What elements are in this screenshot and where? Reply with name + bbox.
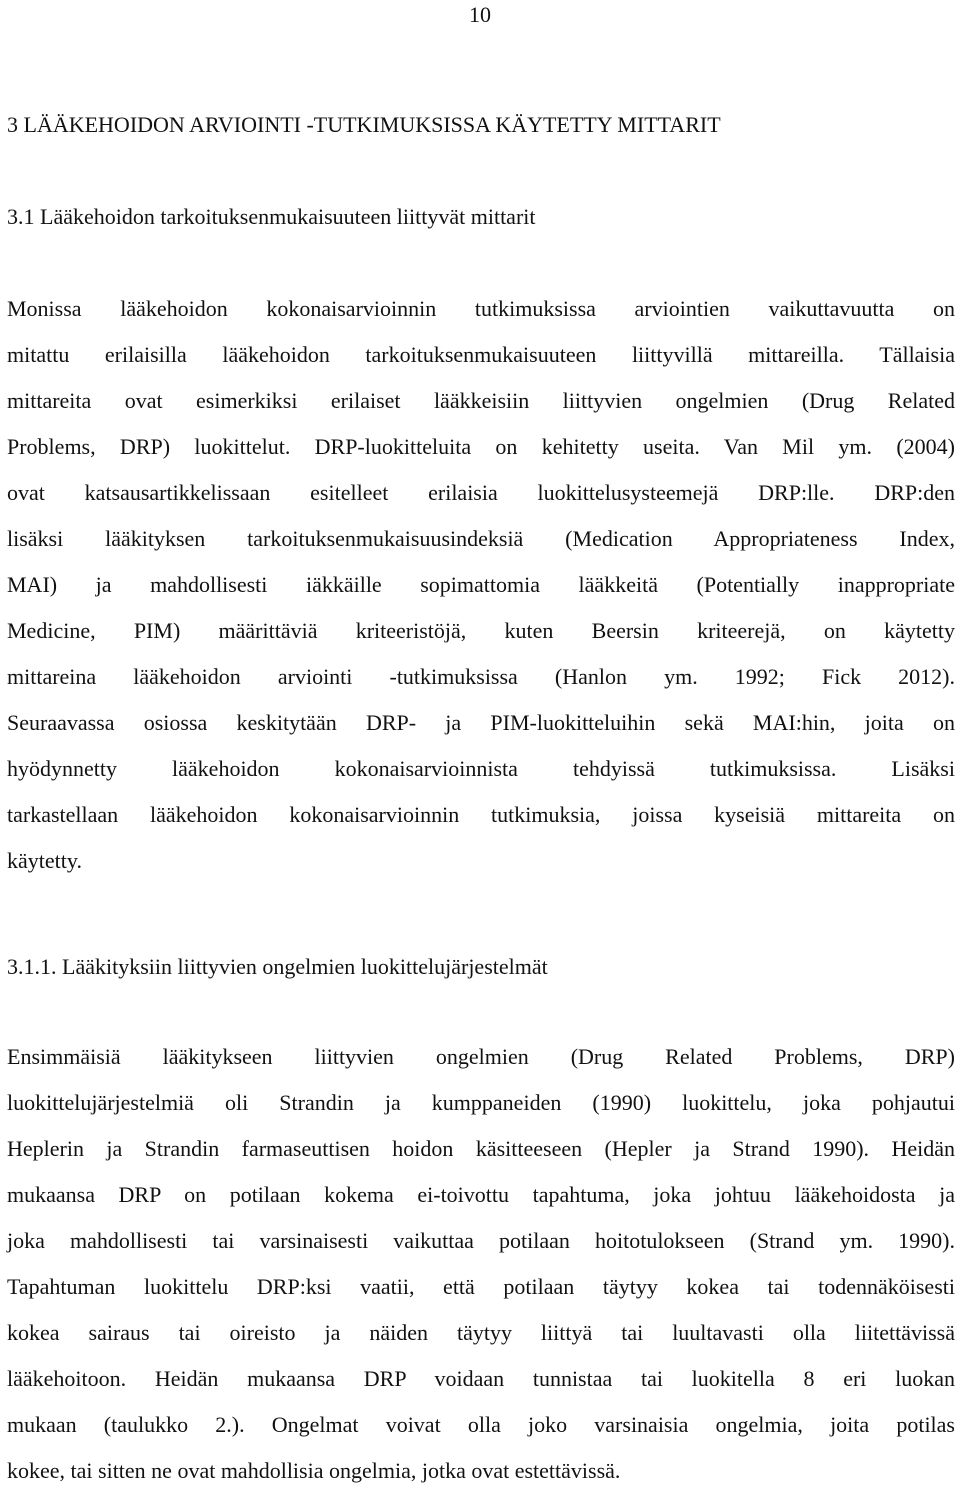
text-line: Seuraavassa osiossa keskitytään DRP- ja PIM-luokitteluihin sekä MAI:hin, joita on [7, 710, 955, 735]
text-line: luokittelujärjestelmiä oli Strandin ja kumppaneiden (1990) luokittelu, joka pohjautui [7, 1090, 955, 1115]
section-heading: 3.1 Lääkehoidon tarkoituksenmukaisuuteen liittyvät mittarit [7, 204, 536, 229]
text-line: mukaansa DRP on potilaan kokema ei-toivottu tapahtuma, joka johtuu lääkehoidosta ja [7, 1182, 955, 1207]
text-line: käytetty. [7, 848, 82, 873]
text-line: Problems, DRP) luokittelut. DRP-luokitteluita on kehitetty useita. Van Mil ym. (2004) [7, 434, 955, 459]
text-line: lisäksi lääkityksen tarkoituksenmukaisuusindeksiä (Medication Appropriateness Index, [7, 526, 955, 551]
text-line: lääkehoitoon. Heidän mukaansa DRP voidaan tunnistaa tai luokitella 8 eri luokan [7, 1366, 955, 1391]
text-line: Tapahtuman luokittelu DRP:ksi vaatii, että potilaan täytyy kokea tai todennäköisesti [7, 1274, 955, 1299]
text-line: mittareita ovat esimerkiksi erilaiset lääkkeisiin liittyvien ongelmien (Drug Related [7, 388, 955, 413]
subsection-heading: 3.1.1. Lääkityksiin liittyvien ongelmien luokittelujärjestelmät [7, 954, 548, 979]
paragraph-drp [7, 1034, 955, 1494]
text-line: hyödynnetty lääkehoidon kokonaisarvioinnista tehdyissä tutkimuksissa. Lisäksi [7, 756, 955, 781]
text-line: mukaan (taulukko 2.). Ongelmat voivat olla joko varsinaisia ongelmia, joita potilas [7, 1412, 955, 1437]
text-line: Ensimmäisiä lääkitykseen liittyvien ongelmien (Drug Related Problems, DRP) [7, 1044, 955, 1069]
text-line: joka mahdollisesti tai varsinaisesti vaikuttaa potilaan hoitotulokseen (Strand ym. 1990). [7, 1228, 955, 1253]
text-line: ovat katsausartikkelissaan esitelleet erilaisia luokittelusysteemejä DRP:lle. DRP:den [7, 480, 955, 505]
chapter-heading: 3 LÄÄKEHOIDON ARVIOINTI -TUTKIMUKSISSA KÄYTETTY MITTARIT [7, 112, 721, 137]
text-line: Medicine, PIM) määrittäviä kriteeristöjä, kuten Beersin kriteerejä, on käytetty [7, 618, 955, 643]
text-line: kokee, tai sitten ne ovat mahdollisia ongelmia, jotka ovat estettävissä. [7, 1458, 621, 1483]
text-line: kokea sairaus tai oireisto ja näiden täytyy liittyä tai luultavasti olla liitettävissä [7, 1320, 955, 1345]
paragraph-intro [7, 286, 955, 884]
text-line: mitattu erilaisilla lääkehoidon tarkoituksenmukaisuuteen liittyvillä mittareilla. Tällaisia [7, 342, 955, 367]
text-line: mittareina lääkehoidon arviointi -tutkimuksissa (Hanlon ym. 1992; Fick 2012). [7, 664, 955, 689]
text-line: MAI) ja mahdollisesti iäkkäille sopimattomia lääkkeitä (Potentially inappropriate [7, 572, 955, 597]
text-line: tarkastellaan lääkehoidon kokonaisarvioinnin tutkimuksia, joissa kyseisiä mittareita on [7, 802, 955, 827]
page-number: 10 [469, 2, 491, 27]
text-line: Heplerin ja Strandin farmaseuttisen hoidon käsitteeseen (Hepler ja Strand 1990). Heidän [7, 1136, 955, 1161]
text-line: Monissa lääkehoidon kokonaisarvioinnin tutkimuksissa arviointien vaikuttavuutta on [7, 296, 955, 321]
